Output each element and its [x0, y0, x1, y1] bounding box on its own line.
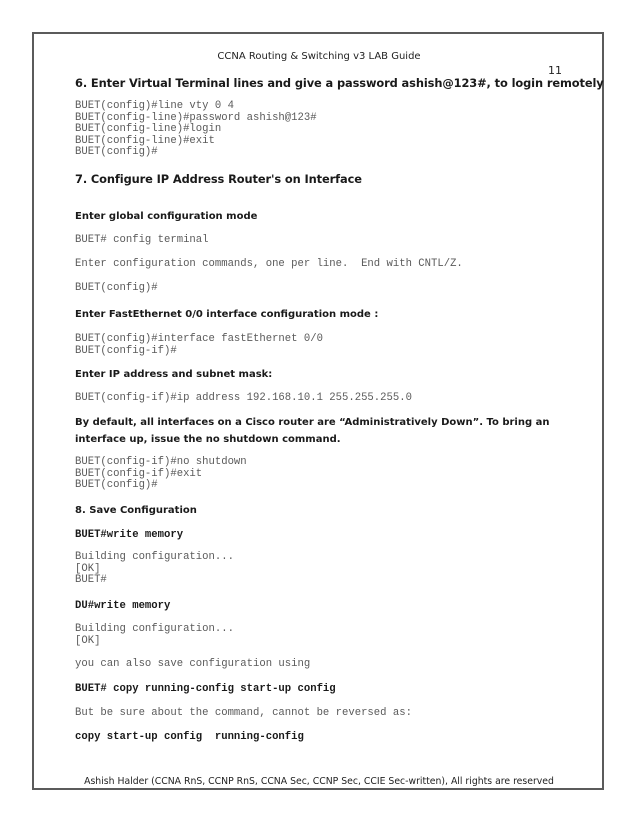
- ip-address-code: BUET(config-if)#ip address 192.168.10.1 255.255.255.0: [75, 392, 412, 404]
- page-footer: Ashish Halder (CCNA RnS, CCNP RnS, CCNA Sec, CCNP Sec, CCIE Sec-written), All rights are reserved: [84, 776, 554, 787]
- buet-write-memory: BUET#write memory: [75, 529, 184, 541]
- global-config-output: Enter configuration commands, one per line. End with CNTL/Z.: [75, 258, 463, 270]
- global-config-label: Enter global configuration mode: [75, 211, 258, 222]
- also-save-text: you can also save configuration using: [75, 658, 311, 670]
- global-config-prompt: BUET(config)#: [75, 282, 158, 294]
- section-6-code: BUET(config)#line vty 0 4 BUET(config-line)#password ashish@123# BUET(config-line)#login BUET(config-line)#exit BUET(config)#: [75, 100, 317, 158]
- section-8-heading: 8. Save Configuration: [75, 505, 197, 516]
- copy-running-config-command: BUET# copy running-config start-up config: [75, 683, 336, 695]
- shutdown-code: BUET(config-if)#no shutdown BUET(config-if)#exit BUET(config)#: [75, 456, 247, 491]
- ip-address-label: Enter IP address and subnet mask:: [75, 369, 273, 380]
- page-number: 11: [548, 64, 562, 77]
- du-write-output: Building configuration... [OK]: [75, 623, 234, 647]
- fastethernet-label: Enter FastEthernet 0/0 interface configuration mode :: [75, 309, 379, 320]
- du-write-memory: DU#write memory: [75, 600, 171, 612]
- fastethernet-code: BUET(config)#interface fastEthernet 0/0 BUET(config-if)#: [75, 333, 323, 357]
- page-header: CCNA Routing & Switching v3 LAB Guide: [217, 51, 421, 62]
- buet-write-output: Building configuration... [OK] BUET#: [75, 551, 234, 586]
- global-config-command: BUET# config terminal: [75, 234, 209, 246]
- copy-startup-config-command: copy start-up config running-config: [75, 731, 304, 743]
- shutdown-note: By default, all interfaces on a Cisco router are “Administratively Down”. To bring an interface up, issue the no shutdown command.: [75, 417, 550, 445]
- section-7-heading: 7. Configure IP Address Router's on Interface: [75, 172, 362, 186]
- section-6-heading: 6. Enter Virtual Terminal lines and give a password ashish@123#, to login remotely: [75, 76, 604, 90]
- reverse-warning-text: But be sure about the command, cannot be reversed as:: [75, 707, 412, 719]
